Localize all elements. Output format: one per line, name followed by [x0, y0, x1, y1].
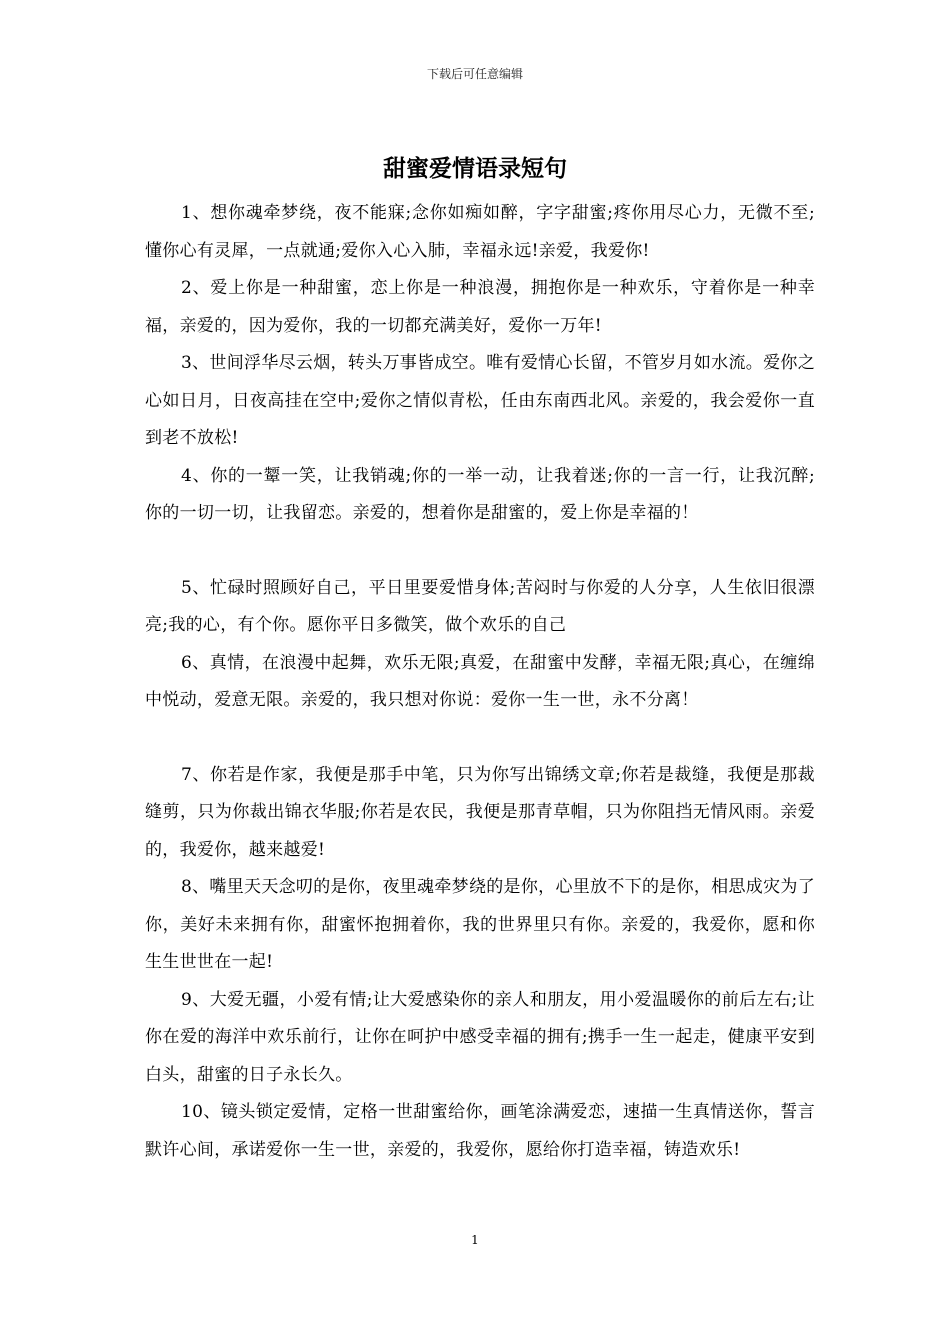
- paragraph-6: 6、真情，在浪漫中起舞，欢乐无限;真爱，在甜蜜中发酵，幸福无限;真心，在缠绵中悦动，爱意无限。亲爱的，我只想对你说：爱你一生一世，永不分离！: [145, 652, 815, 710]
- paragraph-4: 4、你的一颦一笑，让我销魂;你的一举一动，让我着迷;你的一言一行，让我沉醉;你的一切一切，让我留恋。亲爱的，想着你是甜蜜的，爱上你是幸福的！: [145, 465, 815, 523]
- page-number: 1: [471, 1233, 479, 1247]
- document-title: 甜蜜爱情语录短句: [383, 155, 567, 182]
- header-note: 下载后可任意编辑: [426, 67, 523, 81]
- paragraph-8: 8、嘴里天天念叨的是你，夜里魂牵梦绕的是你，心里放不下的是你，相思成灾为了你，美好未来拥有你，甜蜜怀抱拥着你，我的世界里只有你。亲爱的，我爱你，愿和你生生世世在一起!: [145, 877, 815, 972]
- paragraph-10: 10、镜头锁定爱情，定格一世甜蜜给你，画笔涂满爱恋，速描一生真情送你，誓言默许心间，承诺爱你一生一世，亲爱的，我爱你，愿给你打造幸福，铸造欢乐!: [145, 1102, 815, 1160]
- paragraph-3: 3、世间浮华尽云烟，转头万事皆成空。唯有爱情心长留，不管岁月如水流。爱你之心如日月，日夜高挂在空中;爱你之情似青松，任由东南西北风。亲爱的，我会爱你一直到老不放松!: [145, 353, 815, 448]
- paragraph-7: 7、你若是作家，我便是那手中笔，只为你写出锦绣文章;你若是裁缝，我便是那裁缝剪，只为你裁出锦衣华服;你若是农民，我便是那青草帽，只为你阻挡无情风雨。亲爱的，我爱你，越来越爱!: [145, 764, 815, 860]
- document-body: [145, 195, 815, 1169]
- paragraph-9: 9、大爱无疆，小爱有情;让大爱感染你的亲人和朋友，用小爱温暖你的前后左右;让你在爱的海洋中欢乐前行，让你在呵护中感受幸福的拥有;携手一生一起走，健康平安到白头，甜蜜的日子永长久。: [145, 989, 815, 1085]
- paragraph-5: 5、忙碌时照顾好自己，平日里要爱惜身体;苦闷时与你爱的人分享，人生依旧很漂亮;我的心，有个你。愿你平日多微笑，做个欢乐的自己: [145, 577, 815, 635]
- paragraph-1: 1、想你魂牵梦绕，夜不能寐;念你如痴如醉，字字甜蜜;疼你用尽心力，无微不至;懂你心有灵犀，一点就通;爱你入心入肺，幸福永远!亲爱，我爱你!: [145, 203, 815, 261]
- paragraph-2: 2、爱上你是一种甜蜜，恋上你是一种浪漫，拥抱你是一种欢乐，守着你是一种幸福，亲爱的，因为爱你，我的一切都充满美好，爱你一万年!: [145, 278, 815, 336]
